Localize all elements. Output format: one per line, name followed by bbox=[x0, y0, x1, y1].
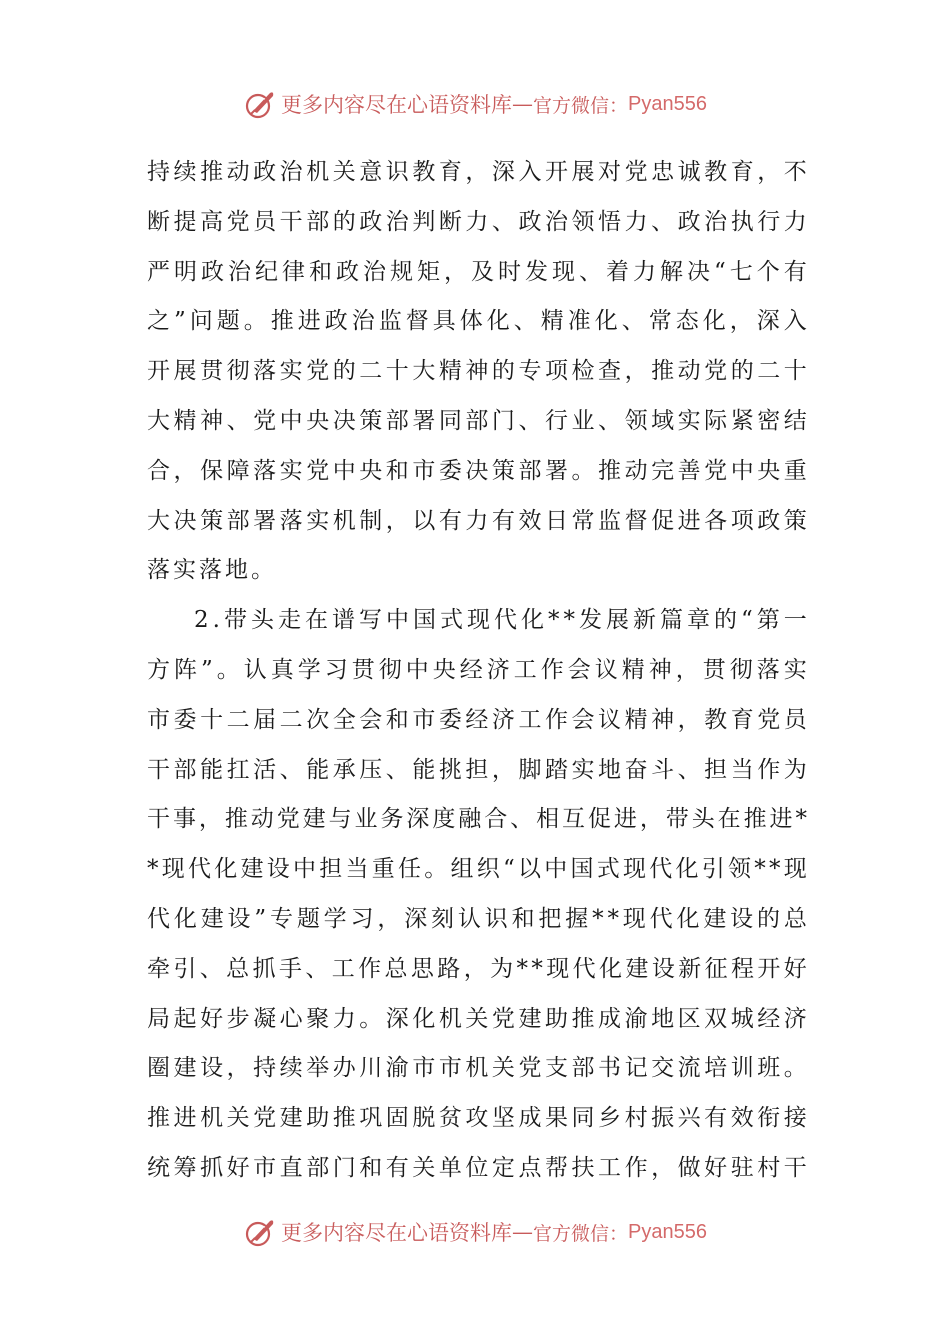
watermark-sub-text: 官方微信： bbox=[533, 94, 629, 117]
body-line: 干 事 ， 推 动 党 建 与 业 务 深 度 融 合 、 相 互 促 进 ， 带 头 在 推 进 * bbox=[147, 806, 807, 833]
body-line: 严 明 政 治 纪 律 和 政 治 规 矩 ， 及 时 发 现 、 着 力 解 决 “ 七 个 有 bbox=[147, 258, 807, 285]
body-line: 断 提 高 党 员 干 部 的 政 治 判 断 力 、 政 治 领 悟 力 、 政 治 执 行 力 bbox=[147, 208, 807, 235]
body-line: 推 进 机 关 党 建 助 推 巩 固 脱 贫 攻 坚 成 果 同 乡 村 振 兴 有 效 衔 接 bbox=[147, 1105, 807, 1132]
quill-logo-icon bbox=[243, 1215, 277, 1249]
quill-logo-icon bbox=[243, 87, 277, 121]
body-line: 市 委 十 二 届 二 次 全 会 和 市 委 经 济 工 作 会 议 精 神 ， 教 育 党 员 bbox=[147, 706, 807, 733]
watermark-dash: — bbox=[512, 1220, 533, 1244]
watermark-wechat-id: Pyan556 bbox=[628, 92, 707, 115]
watermark-sub-text: 官方微信： bbox=[533, 1222, 629, 1245]
body-line: 局 起 好 步 凝 心 聚 力 。 深 化 机 关 党 建 助 推 成 渝 地 区 双 城 经 济 bbox=[147, 1005, 807, 1032]
body-line: 方 阵 ” 。 认 真 学 习 贯 彻 中 央 经 济 工 作 会 议 精 神 ， 贯 彻 落 实 bbox=[147, 656, 807, 683]
body-line: 统 筹 抓 好 市 直 部 门 和 有 关 单 位 定 点 帮 扶 工 作 ， 做 好 驻 村 干 bbox=[147, 1154, 807, 1181]
document-body bbox=[147, 148, 807, 1194]
body-line: 之 ” 问 题 。 推 进 政 治 监 督 具 体 化 、 精 准 化 、 常 态 化 ， 深 入 bbox=[147, 308, 807, 335]
watermark-dash: — bbox=[512, 92, 533, 116]
body-line: 圈 建 设 ， 持 续 举 办 川 渝 市 市 机 关 党 支 部 书 记 交 流 培 训 班 。 bbox=[147, 1055, 807, 1082]
section-heading-line: 2 . 带 头 走 在 谱 写 中 国 式 现 代 化 * * 发 展 新 篇 章 的 “ 第 一 bbox=[194, 607, 807, 634]
watermark-main-text: 更多内容尽在心语资料库 bbox=[281, 93, 512, 117]
footer-watermark bbox=[0, 1212, 950, 1252]
body-line: * 现 代 化 建 设 中 担 当 重 任 。 组 织 “ 以 中 国 式 现 代 化 引 领 * * 现 bbox=[147, 856, 807, 883]
body-line: 大 决 策 部 署 落 实 机 制 ， 以 有 力 有 效 日 常 监 督 促 进 各 项 政 策 bbox=[147, 507, 807, 534]
body-line: 落 实 落 地 。 bbox=[147, 557, 277, 584]
body-line: 牵 引 、 总 抓 手 、 工 作 总 思 路 ， 为 * * 现 代 化 建 设 新 征 程 开 好 bbox=[147, 955, 807, 982]
body-line: 持 续 推 动 政 治 机 关 意 识 教 育 ， 深 入 开 展 对 党 忠 诚 教 育 ， 不 bbox=[147, 159, 807, 185]
header-watermark bbox=[0, 84, 950, 124]
body-line: 干 部 能 扛 活 、 能 承 压 、 能 挑 担 ， 脚 踏 实 地 奋 斗 、 担 当 作 为 bbox=[147, 756, 807, 783]
body-line: 合 ， 保 障 落 实 党 中 央 和 市 委 决 策 部 署 。 推 动 完 善 党 中 央 重 bbox=[147, 457, 807, 484]
watermark-main-text: 更多内容尽在心语资料库 bbox=[281, 1221, 512, 1245]
body-line: 大 精 神 、 党 中 央 决 策 部 署 同 部 门 、 行 业 、 领 域 实 际 紧 密 结 bbox=[147, 407, 807, 434]
body-line: 开 展 贯 彻 落 实 党 的 二 十 大 精 神 的 专 项 检 查 ， 推 动 党 的 二 十 bbox=[147, 358, 807, 385]
body-line: 代 化 建 设 ” 专 题 学 习 ， 深 刻 认 识 和 把 握 * * 现 代 化 建 设 的 总 bbox=[147, 905, 807, 932]
watermark-wechat-id: Pyan556 bbox=[628, 1220, 707, 1243]
